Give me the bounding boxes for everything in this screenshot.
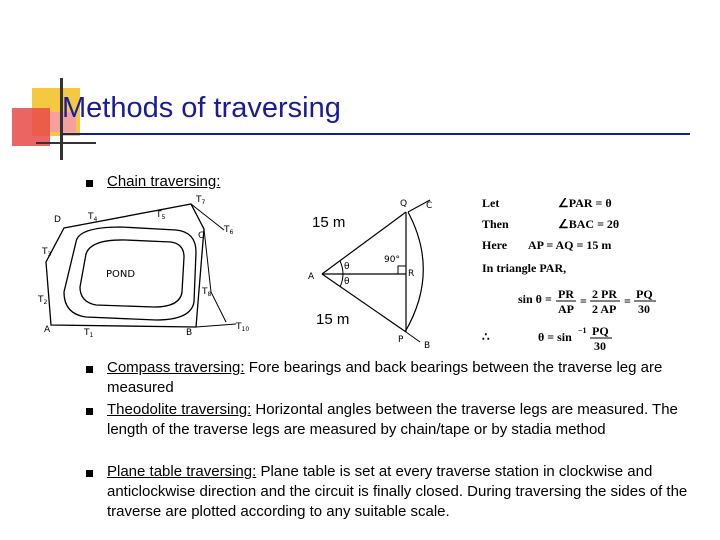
slide-title: Methods of traversing bbox=[62, 92, 341, 124]
bullet-heading: Compass traversing: bbox=[107, 359, 245, 376]
eq-in-triangle: In triangle PAR, bbox=[482, 261, 567, 275]
point-T3: $T_3$ bbox=[42, 247, 52, 258]
bullet-text: Horizontal angles between the traverse legs are measured. The length of the traverse legs are measured by chain/tape or by stadia method bbox=[107, 401, 678, 438]
bullet-theodolite bbox=[107, 400, 692, 440]
eq-here-value: AP = AQ = 15 m bbox=[528, 238, 612, 252]
bullet-marker bbox=[86, 180, 93, 187]
frac-30-2: 30 bbox=[594, 339, 606, 353]
point-P: P bbox=[398, 335, 404, 345]
bullet-marker bbox=[86, 408, 93, 415]
eq-theta-lhs: θ = sin bbox=[538, 330, 572, 344]
point-B: B bbox=[186, 328, 193, 338]
bullet-heading: Theodolite traversing: bbox=[107, 401, 252, 418]
bullet-marker bbox=[86, 470, 93, 477]
eq-then-value: ∠BAC = 2θ bbox=[558, 217, 620, 231]
eq-here: Here bbox=[482, 238, 508, 252]
right-angle-label: 90° bbox=[384, 255, 400, 265]
point-D: D bbox=[54, 215, 61, 225]
dimension-top: 15 m bbox=[312, 214, 346, 231]
frac-30: 30 bbox=[638, 302, 650, 316]
bullet-marker bbox=[86, 366, 93, 373]
chain-traverse-diagram bbox=[36, 192, 266, 344]
frac-2ap: 2 AP bbox=[592, 302, 617, 316]
point-T4: $T_4$ bbox=[88, 212, 98, 223]
bullet-compass bbox=[107, 358, 692, 398]
point-Q: Q bbox=[400, 199, 408, 209]
bullet-heading: Chain traversing: bbox=[107, 173, 221, 190]
corner-horizontal-line bbox=[36, 142, 96, 144]
frac-pq: PQ bbox=[636, 287, 653, 301]
point-T8: $T_8$ bbox=[202, 287, 212, 298]
equals-2: = bbox=[624, 294, 631, 308]
point-T6: $T_6$ bbox=[224, 225, 234, 236]
bullet-plane-table bbox=[107, 462, 692, 522]
bullet-heading: Plane table traversing: bbox=[107, 463, 257, 480]
eq-then: Then bbox=[482, 217, 509, 231]
frac-ap: AP bbox=[558, 302, 574, 316]
point-C-tri: C bbox=[426, 201, 433, 211]
frac-2pr: 2 PR bbox=[592, 287, 617, 301]
equals-1: = bbox=[580, 294, 587, 308]
offset-triangle-diagram bbox=[300, 192, 450, 350]
eq-let-value: ∠PAR = θ bbox=[558, 196, 612, 210]
point-R: R bbox=[408, 269, 415, 279]
title-underline bbox=[62, 133, 690, 135]
point-T10: $T_{10}$ bbox=[236, 322, 250, 333]
theta-lower: θ bbox=[344, 277, 350, 287]
pond-label: POND bbox=[106, 269, 136, 280]
point-B-tri: B bbox=[424, 341, 431, 350]
eq-inverse: −1 bbox=[578, 326, 587, 335]
frac-pq-2: PQ bbox=[592, 324, 609, 338]
frac-pr: PR bbox=[558, 287, 574, 301]
point-A: A bbox=[44, 325, 51, 335]
point-T1: $T_1$ bbox=[84, 328, 94, 339]
point-T2: $T_2$ bbox=[38, 295, 48, 306]
dimension-bottom: 15 m bbox=[316, 311, 350, 328]
eq-sin-lhs: sin θ = bbox=[518, 292, 552, 306]
point-T7: $T_7$ bbox=[196, 195, 206, 206]
eq-let: Let bbox=[482, 196, 500, 210]
point-T5: $T_5$ bbox=[156, 210, 166, 221]
therefore-symbol: ∴ bbox=[482, 330, 490, 344]
bullet-chain bbox=[107, 172, 692, 192]
equations-block bbox=[478, 192, 678, 354]
point-C: C bbox=[198, 231, 205, 241]
point-A-tri: A bbox=[308, 272, 315, 282]
theta-upper: θ bbox=[344, 262, 350, 272]
corner-red-block bbox=[12, 108, 50, 146]
bullet-text: Plane table is set at every traverse station in clockwise and anticlockwise direction and the circuit is finally closed. During traversing the sides of the traverse are plotted according to any suitable scale. bbox=[107, 463, 688, 520]
bullet-text: Fore bearings and back bearings between the traverse leg are measured bbox=[107, 359, 663, 396]
